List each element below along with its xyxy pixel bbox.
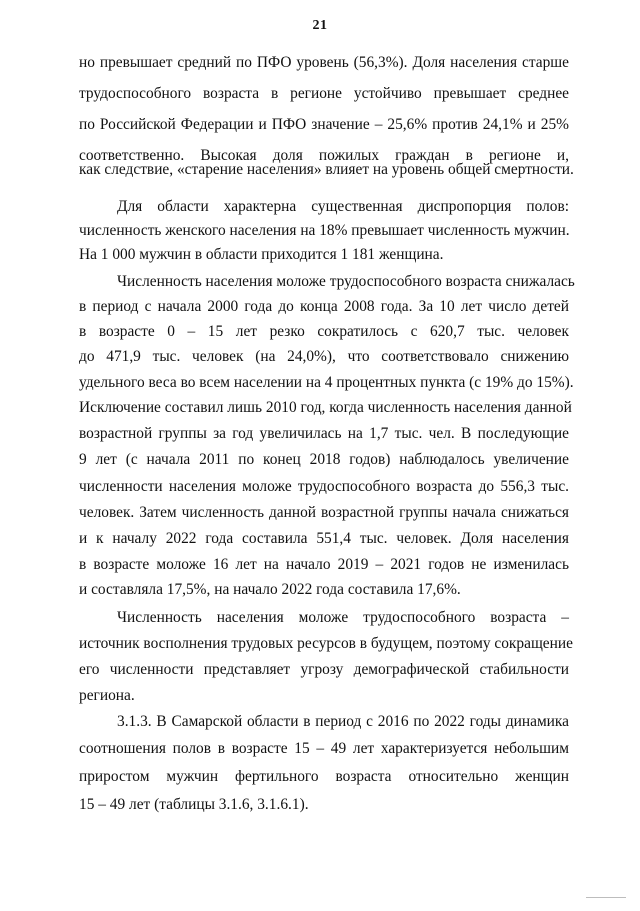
text-line: соответственно. Высокая доля пожилых граждан в регионе и, bbox=[79, 147, 569, 164]
text-line: источник восполнения трудовых ресурсов в будущем, поэтому сокращение bbox=[79, 635, 573, 652]
text-line: возрастной группы за год увеличилась на 1,7 тыс. чел. В последующие bbox=[79, 425, 569, 442]
text-line: как следствие, «старение населения» влияет на уровень общей смертности. bbox=[79, 161, 574, 178]
text-line: Численность населения моложе трудоспособного возраста снижалась bbox=[117, 273, 575, 290]
text-line: приростом мужчин фертильного возраста относительно женщин bbox=[79, 768, 569, 785]
text-line: региона. bbox=[79, 687, 135, 704]
scan-artifact bbox=[586, 897, 626, 898]
text-line: 3.1.3. В Самарской области в период с 2016 по 2022 годы динамика bbox=[117, 713, 569, 730]
text-line: удельного веса во всем населении на 4 процентных пункта (с 19% до 15%). bbox=[79, 374, 574, 391]
text-line: его численности представляет угрозу демографической стабильности bbox=[79, 661, 569, 678]
text-line: до 471,9 тыс. человек (на 24,0%), что соответствовало снижению bbox=[79, 348, 569, 365]
text-line: 15 – 49 лет (таблицы 3.1.6, 3.1.6.1). bbox=[79, 796, 309, 813]
text-line: 9 лет (с начала 2011 по конец 2018 годов) наблюдалось увеличение bbox=[79, 451, 569, 468]
text-line: в возрасте моложе 16 лет на начало 2019 – 2021 годов не изменилась bbox=[79, 556, 569, 573]
text-line: численность женского населения на 18% превышает численность мужчин. bbox=[79, 222, 570, 239]
text-line: человек. Затем численность данной возрастной группы начала снижаться bbox=[79, 504, 569, 521]
page-number: 21 bbox=[312, 18, 328, 33]
text-line: численности населения моложе трудоспособного возраста до 556,3 тыс. bbox=[79, 478, 569, 495]
text-line: Для области характерна существенная диспропорция полов: bbox=[117, 198, 569, 215]
text-line: и к началу 2022 года составила 551,4 тыс. человек. Доля населения bbox=[79, 530, 569, 547]
text-line: в возрасте 0 – 15 лет резко сократилось с 620,7 тыс. человек bbox=[79, 323, 569, 340]
text-line: Численность населения моложе трудоспособного возраста – bbox=[117, 609, 569, 626]
text-line: но превышает средний по ПФО уровень (56,3%). Доля населения старше bbox=[79, 54, 569, 71]
text-line: Исключение составил лишь 2010 год, когда численность населения данной bbox=[79, 399, 572, 416]
text-line: трудоспособного возраста в регионе устойчиво превышает среднее bbox=[79, 85, 569, 102]
text-line: На 1 000 мужчин в области приходится 1 181 женщина. bbox=[79, 246, 444, 263]
text-line: по Российской Федерации и ПФО значение – 25,6% против 24,1% и 25% bbox=[79, 116, 569, 133]
text-line: в период с начала 2000 года до конца 2008 года. За 10 лет число детей bbox=[79, 298, 569, 315]
text-line: соотношения полов в возрасте 15 – 49 лет характеризуется небольшим bbox=[79, 740, 569, 757]
text-line: и составляла 17,5%, на начало 2022 года составила 17,6%. bbox=[79, 581, 461, 598]
